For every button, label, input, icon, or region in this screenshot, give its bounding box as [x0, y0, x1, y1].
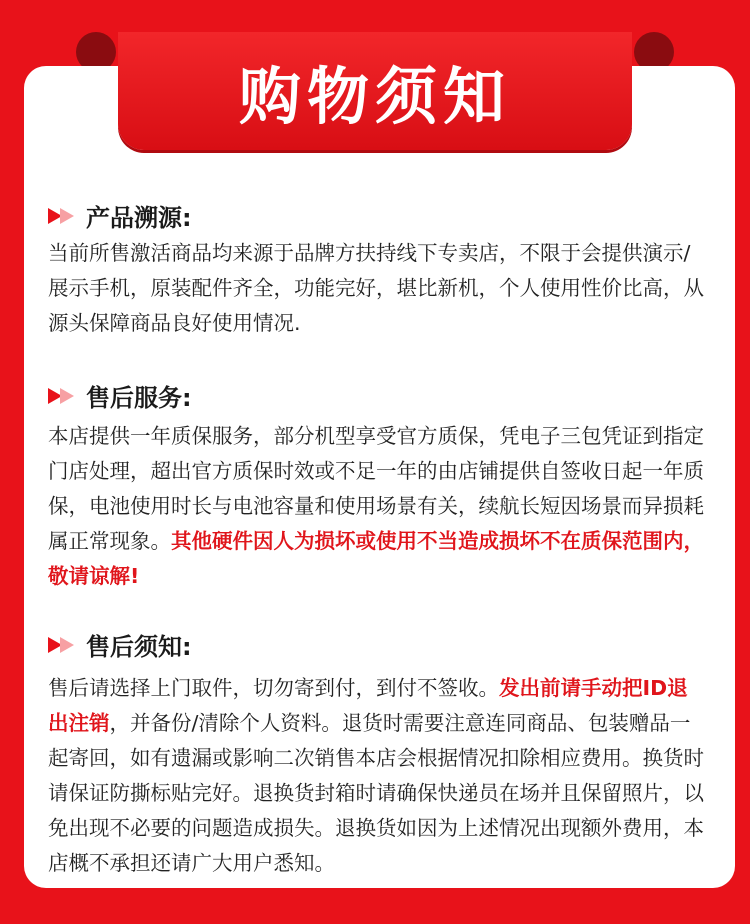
section-text [48, 671, 708, 881]
section-title: 产品溯源: [86, 204, 192, 232]
section-header-after-sales-service [48, 378, 192, 413]
section-header-after-sales-notes [48, 627, 192, 662]
section-body-text: 售后请选择上门取件，切勿寄到付，到付不签收。 [48, 676, 499, 700]
section-title: 售后须知: [86, 633, 192, 661]
double-arrow-right-icon [48, 635, 80, 655]
section-title: 售后服务: [86, 384, 192, 412]
double-arrow-right-icon [48, 386, 80, 406]
section-body-text: ，并备份/清除个人资料。退货时需要注意连同商品、包装赠品一起寄回，如有遗漏或影响二次销售本店会根据情况扣除相应费用。换货时请保证防撕标贴完好。退换货封箱时请确保快递员在场并且保留照片，以免出现不必要的问题造成损失。退换货如因为上述情况出现额外费用，本店概不承担还请广大用户悉知。 [48, 711, 704, 875]
warning-text: 发出前请手动把ID退出注销 [48, 676, 688, 735]
section-text [48, 419, 708, 594]
section-text: 当前所售激活商品均来源于品牌方扶持线下专卖店，不限于会提供演示/展示手机，原装配件齐全，功能完好，堪比新机，个人使用性价比高，从源头保障商品良好使用情况. [48, 241, 704, 335]
page-title: 购物须知 [238, 59, 511, 133]
title-banner [118, 32, 632, 150]
section-header-product-source [48, 198, 192, 233]
warning-text: 其他硬件因人为损坏或使用不当造成损坏不在质保范围内，敬请谅解! [48, 529, 704, 588]
section-body-text: 本店提供一年质保服务，部分机型享受官方质保，凭电子三包凭证到指定门店处理，超出官方质保时效或不足一年的由店铺提供自签收日起一年质保，电池使用时长与电池容量和使用场景有关，续航长短因场景而异损耗属正常现象。 [48, 424, 704, 553]
double-arrow-right-icon [48, 206, 80, 226]
